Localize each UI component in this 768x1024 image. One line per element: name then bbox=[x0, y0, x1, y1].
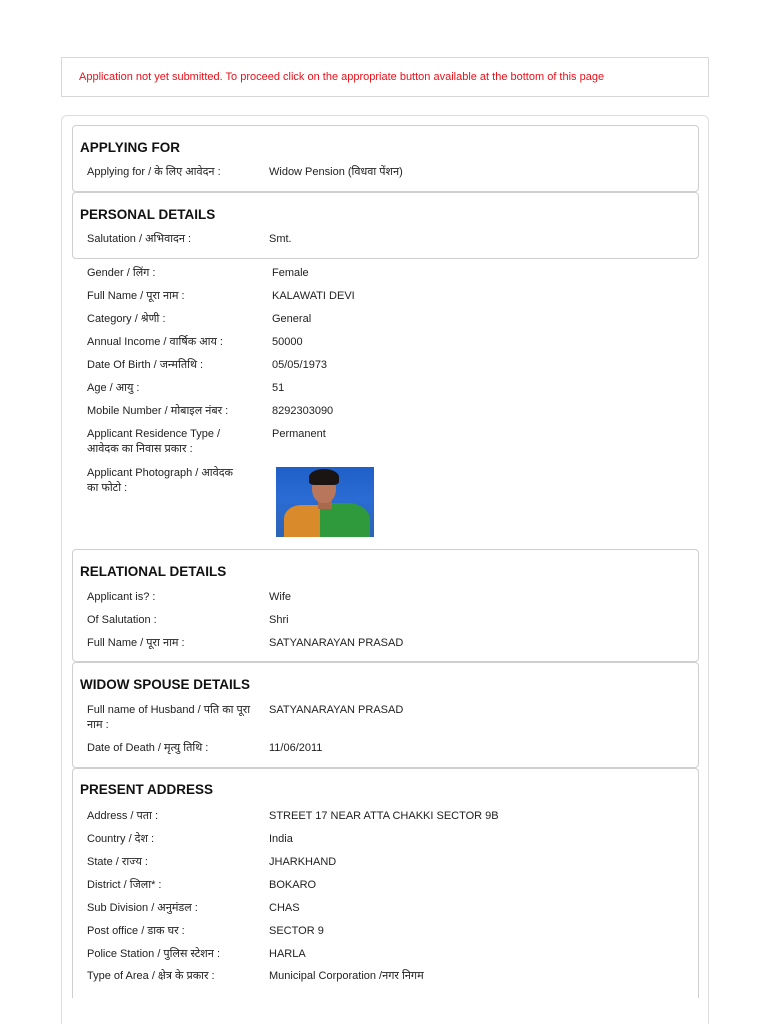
field-label: Police Station / पुलिस स्टेशन : bbox=[87, 948, 220, 960]
field-value: JHARKHAND bbox=[269, 856, 337, 868]
panel-title: PRESENT ADDRESS bbox=[80, 782, 214, 797]
field-value: Widow Pension (विधवा पेंशन) bbox=[269, 166, 403, 178]
field-label: Type of Area / क्षेत्र के प्रकार : bbox=[87, 970, 215, 982]
notice-text: Application not yet submitted. To proceed click on the appropriate button available at the bottom of this page bbox=[79, 71, 605, 83]
widow-spouse-details-panel bbox=[72, 662, 699, 768]
field-label: Mobile Number / मोबाइल नंबर : bbox=[87, 405, 229, 417]
applying-for-panel bbox=[72, 125, 699, 192]
field-label: State / राज्य : bbox=[87, 856, 148, 868]
field-value: 11/06/2011 bbox=[269, 742, 323, 754]
panel-title: WIDOW SPOUSE DETAILS bbox=[80, 677, 251, 692]
field-value: India bbox=[269, 833, 293, 845]
field-value: STREET 17 NEAR ATTA CHAKKI SECTOR 9B bbox=[269, 810, 499, 822]
present-address-panel bbox=[72, 768, 699, 998]
field-label: Date of Death / मृत्यु तिथि : bbox=[87, 742, 209, 754]
field-value: SECTOR 9 bbox=[269, 925, 324, 937]
field-label: Address / पता : bbox=[87, 810, 159, 822]
field-label: नाम : bbox=[87, 719, 109, 731]
field-label: Gender / लिंग : bbox=[87, 267, 156, 279]
field-value: Permanent bbox=[272, 428, 326, 440]
field-value: 05/05/1973 bbox=[272, 359, 328, 371]
panel-title: APPLYING FOR bbox=[80, 140, 181, 155]
field-label: Full Name / पूरा नाम : bbox=[87, 290, 185, 302]
field-label: Sub Division / अनुमंडल : bbox=[87, 902, 198, 914]
field-label: Post office / डाक घर : bbox=[87, 925, 185, 937]
field-value: SATYANARAYAN PRASAD bbox=[269, 637, 404, 649]
field-label: Of Salutation : bbox=[87, 614, 157, 626]
field-label: आवेदक का निवास प्रकार : bbox=[87, 443, 193, 455]
field-value: General bbox=[272, 313, 312, 325]
field-value: BOKARO bbox=[269, 879, 317, 891]
field-label: का फोटो : bbox=[87, 482, 128, 494]
field-label: Full name of Husband / पति का पूरा bbox=[87, 704, 251, 716]
personal-details-panel bbox=[72, 192, 699, 259]
field-value: SATYANARAYAN PRASAD bbox=[269, 704, 404, 716]
field-value: Female bbox=[272, 267, 309, 279]
field-value: Smt. bbox=[269, 233, 292, 245]
field-value: KALAWATI DEVI bbox=[272, 290, 355, 302]
applicant-photo bbox=[276, 467, 374, 537]
field-label: Applicant is? : bbox=[87, 591, 156, 603]
field-label: Country / देश : bbox=[87, 833, 155, 845]
field-label: Date Of Birth / जन्मतिथि : bbox=[87, 359, 204, 371]
relational-details-panel bbox=[72, 549, 699, 662]
field-label: Annual Income / वार्षिक आय : bbox=[87, 336, 223, 348]
personal-details-extra bbox=[72, 259, 699, 546]
field-label: Applicant Photograph / आवेदक bbox=[87, 467, 234, 479]
field-value: 51 bbox=[272, 382, 285, 394]
field-value: Shri bbox=[269, 614, 289, 626]
field-label: District / जिला* : bbox=[87, 879, 162, 891]
submission-notice bbox=[61, 57, 709, 97]
panel-title: PERSONAL DETAILS bbox=[80, 207, 216, 222]
field-label: Salutation / अभिवादन : bbox=[87, 233, 192, 245]
field-label: Category / श्रेणी : bbox=[87, 313, 166, 325]
field-label: Full Name / पूरा नाम : bbox=[87, 637, 185, 649]
field-value: 50000 bbox=[272, 336, 303, 348]
field-value: Municipal Corporation /नगर निगम bbox=[269, 970, 424, 982]
field-value: Wife bbox=[269, 591, 291, 603]
field-value: HARLA bbox=[269, 948, 306, 960]
field-value: CHAS bbox=[269, 902, 300, 914]
field-value: 8292303090 bbox=[272, 405, 334, 417]
field-label: Applicant Residence Type / bbox=[87, 428, 221, 440]
field-label: Applying for / के लिए आवेदन : bbox=[87, 166, 221, 178]
panel-title: RELATIONAL DETAILS bbox=[80, 564, 227, 579]
field-label: Age / आयु : bbox=[87, 382, 140, 394]
